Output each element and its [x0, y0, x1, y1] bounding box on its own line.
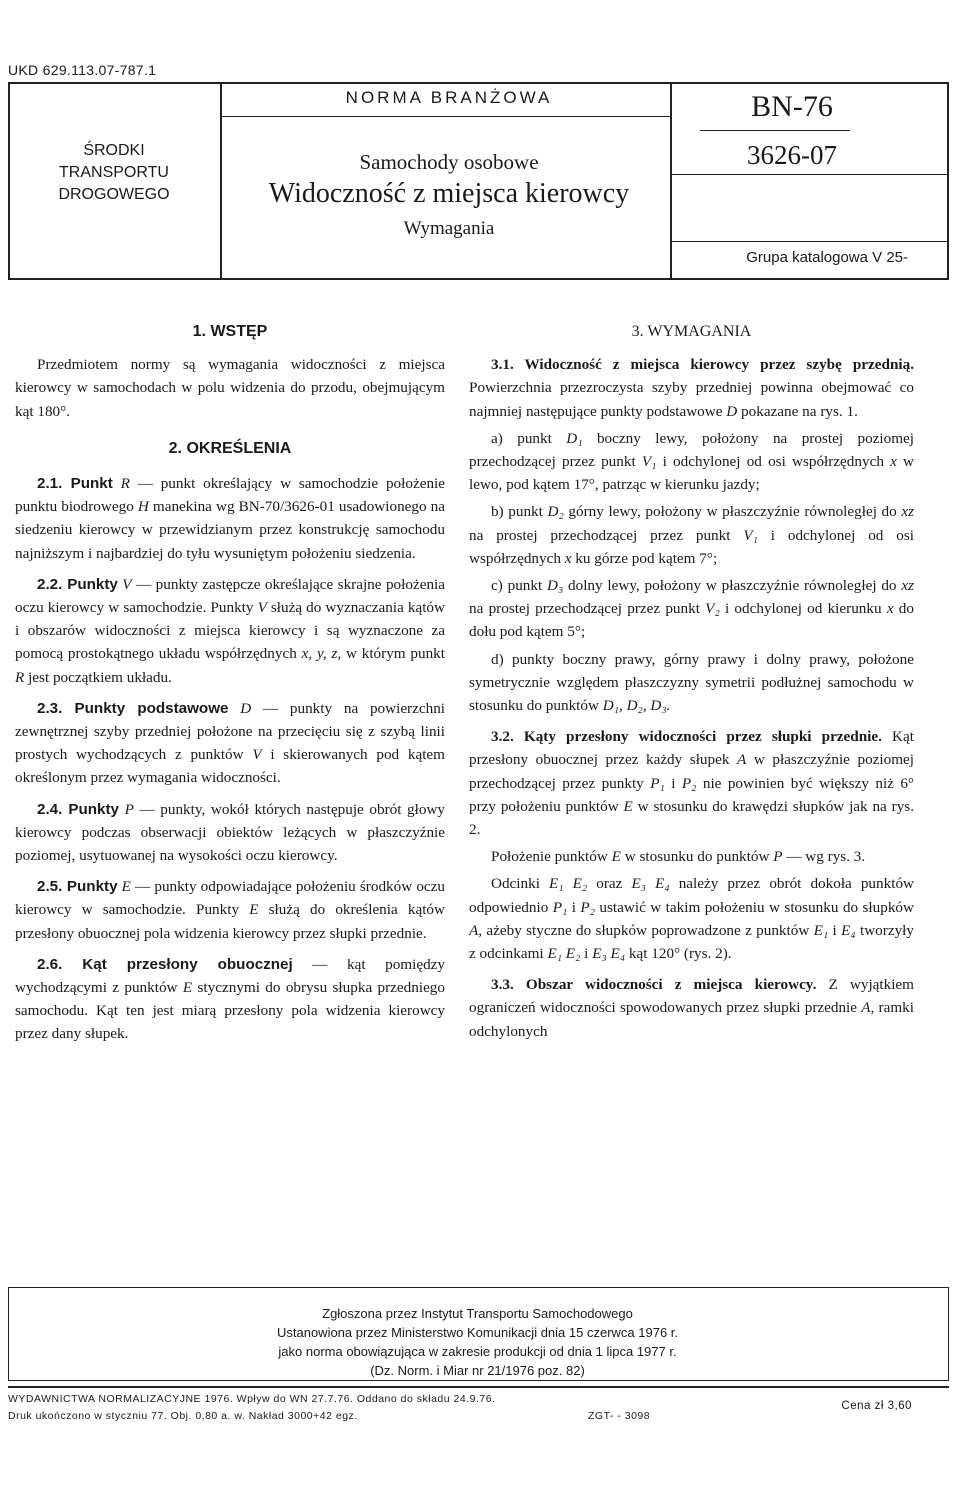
approval-text — [8, 1304, 947, 1380]
issuer-line-2: TRANSPORTU — [59, 164, 169, 181]
issuer-box — [10, 140, 218, 206]
heading-requirements: 3. WYMAGANIA — [631, 323, 752, 340]
issuer-line-1: ŚRODKI — [83, 142, 145, 159]
definition-2-2: 2.2. Punkty V — punkty zastępcze określające skrajne położenia oczu kierowcy w samochodzie. Punkty V służą do wyznaczania kątów i obszarów widoczności z miejsca kierowcy i są wyznaczone za pomocą prostokątnego układu współrzędnych x, y, z, w którym punkt R jest początkiem układu. — [15, 575, 445, 686]
imprint-rule — [8, 1386, 949, 1388]
left-column — [15, 320, 445, 1046]
requirement-paragraph-segments: Odcinki E₁ E₂ oraz E₃ E₄ należy przez obrót dokoła punktów odpowiednio P₁ i P₂ ustawić w takim położeniu w stosunku do słupków A, ażeby styczne do słupków poprowadzone z punktów E₁ i E₄ tworzyły z odcinkami E₁ E₂ i E₃ E₄ kąt 120° (rys. 2). — [469, 875, 914, 963]
requirement-3-2: 3.2. Kąty przesłony widoczności przez słupki przednie. Kąt przesłony obuocznej przez każdy słupek A w płaszczyźnie poziomej przechodzącej przez punkty P₁ i P₂ nie powinien być większy niż 6° przy położeniu punktów E w stosunku do krawędzi słupków jak na rys. 2. — [469, 728, 914, 839]
norma-label: NORMA BRANŻOWA — [345, 88, 553, 107]
header-rule-norma — [222, 116, 670, 117]
approval-line-3: jako norma obowiązująca w zakresie produkcji od dnia 1 lipca 1977 r. — [278, 1344, 677, 1359]
approval-line-2: Ustanowiona przez Ministerstwo Komunikacji dnia 15 czerwca 1976 r. — [276, 1325, 679, 1340]
requirement-3-3: 3.3. Obszar widoczności z miejsca kierowcy. Z wyjątkiem ograniczeń widoczności spowodowanych przez słupki przednie A, ramki odchylonych — [469, 976, 914, 1040]
definition-2-5: 2.5. Punkty E — punkty odpowiadające położeniu środków oczu kierowcy w samochodzie. Punkty E służą do określenia kątów przesłony obuocznej pola widzenia kierowcy przez słupki przednie. — [15, 878, 445, 942]
standard-number: 3626-07 — [747, 140, 837, 170]
definition-2-6: 2.6. Kąt przesłony obuocznej — kąt pomiędzy wychodzącymi z punktów E stycznymi do obrysu słupka przedniego samochodu. Kąt ten jest miarą przesłony pola widzenia kierowcy przez dany słupek. — [15, 955, 445, 1043]
catalog-group: Grupa katalogowa V 25- — [746, 249, 908, 266]
definition-2-4: 2.4. Punkty P — punkty, wokół których następuje obrót głowy kierowcy podczas obserwacji obiektów leżących w płaszczyźnie poziomej, usytuowanej na wysokości oczu kierowcy. — [15, 800, 446, 865]
header-divider-edge — [947, 82, 949, 280]
requirement-item-c: c) punkt D₃ dolny lewy, położony w płaszczyźnie równoległej do xz na prostej przechodzącej przez punkt V₂ i odchylonej od kierunku x do dołu pod kątem 5°; — [469, 577, 914, 641]
definition-2-1: 2.1. Punkt R — punkt określający w samochodzie położenie punktu biodrowego H manekina wg BN-70/3626-01 usadowionego na siedzeniu kierowcy w przewidzianym przez konstrukcję samochodu najniższym i najbardziej do tyłu wysuniętym położeniu siedzenia. — [15, 475, 445, 562]
requirement-item-d: d) punkty boczny prawy, górny prawy i dolny prawy, położone symetrycznie względem płaszczyzny symetrii podłużnej samochodu w stosunku do punktów D₁, D₂, D₃. — [469, 650, 914, 715]
document-title: Widoczność z miejsca kierowcy — [268, 178, 630, 209]
header-rule-grupa — [672, 241, 947, 242]
right-column — [469, 320, 914, 1043]
header-rule-number — [672, 174, 947, 175]
imprint-line-1: WYDAWNICTWA NORMALIZACYJNE 1976. Wpływ do WN 27.7.76. Oddano do składu 24.9.76. — [8, 1393, 496, 1405]
approval-line-1: Zgłoszona przez Instytut Transportu Samochodowego — [322, 1306, 633, 1321]
requirement-item-b: b) punkt D₂ górny lewy, położony w płaszczyźnie równoległej do xz na prostej przechodzącej przez punkt V₁ i odchylonej od osi współrzędnych x ku górze pod kątem 7°; — [469, 503, 915, 567]
approval-line-4: (Dz. Norm. i Miar nr 21/1976 poz. 82) — [370, 1363, 585, 1378]
document-subtitle: Samochody osobowe — [359, 150, 539, 174]
requirement-3-1: 3.1. Widoczność z miejsca kierowcy przez szybę przednią. Powierzchnia przezroczysta szyby przedniej powinna obejmować co najmniej następujące punkty podstawowe D pokazane na rys. 1. — [469, 356, 914, 420]
header-divider-left — [220, 82, 222, 280]
requirement-paragraph-e-position: Położenie punktów E w stosunku do punktów P — wg rys. 3. — [491, 848, 866, 866]
heading-definitions: 2. OKREŚLENIA — [168, 439, 292, 457]
definition-2-3: 2.3. Punkty podstawowe D — punkty na powierzchni zewnętrznej szyby przedniej położone na przecięciu się z szybą linii prostych wychodzących z punktów V i skierowanych pod kątem określonym przez wymagania widoczności. — [15, 699, 446, 787]
imprint-line-2: Druk ukończono w styczniu 77. Obj. 0,80 a. w. Nakład 3000+42 egz. — [8, 1410, 358, 1422]
heading-intro: 1. WSTĘP — [192, 323, 268, 340]
header-rule-bn — [700, 130, 850, 131]
imprint-print-code: ZGT- - 3098 — [588, 1410, 651, 1422]
udc-code: UKD 629.113.07-787.1 — [8, 62, 157, 78]
requirement-item-a: a) punkt D₁ boczny lewy, położony na prostej poziomej przechodzącej przez punkt V₁ i odchylonej od osi współrzędnych x w lewo, pod kątem 17°, patrząc w kierunku jazdy; — [469, 429, 915, 494]
price-label: Cena zł 3,60 — [841, 1400, 912, 1412]
issuer-line-3: DROGOWEGO — [58, 186, 170, 203]
intro-paragraph: Przedmiotem normy są wymagania widoczności z miejsca kierowcy w samochodach w polu widzenia do przodu, obejmującym kąt 180°. — [15, 356, 445, 420]
standard-code: BN-76 — [751, 90, 833, 123]
document-kind: Wymagania — [403, 218, 495, 239]
